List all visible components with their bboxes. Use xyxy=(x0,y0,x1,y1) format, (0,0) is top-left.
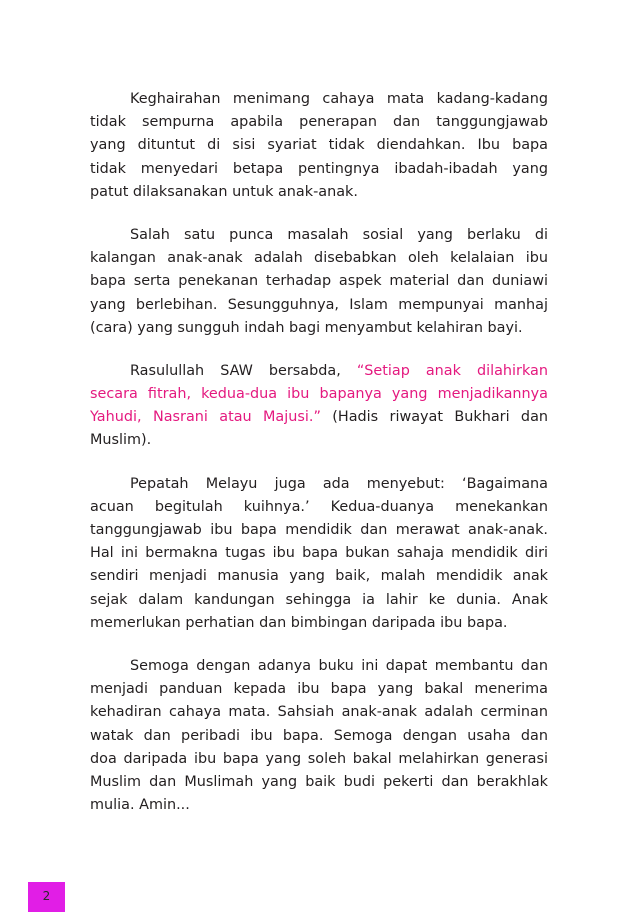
text-line: patut dilaksanakan untuk anak-anak. xyxy=(90,183,358,200)
hadith-quote: secara fitrah, kedua-dua ibu bapanya yang menjadikannya xyxy=(90,386,548,403)
text-line: yang dituntut di sisi syariat tidak diendahkan. Ibu bapa xyxy=(90,137,548,154)
text-line: doa daripada ibu bapa yang soleh bakal melahirkan generasi xyxy=(90,750,548,767)
body-text-block xyxy=(90,88,548,837)
text-line xyxy=(90,360,548,383)
text-line: Pepatah Melayu juga ada menyebut: ‘Bagaimana xyxy=(130,475,548,492)
text-line: Hal ini bermakna tugas ibu bapa bukan sahaja mendidik diri xyxy=(90,545,548,562)
paragraph-2 xyxy=(90,224,548,340)
text-line xyxy=(90,406,548,429)
text-line: memerlukan perhatian dan bimbingan daripada ibu bapa. xyxy=(90,614,508,631)
text-line: menjadi panduan kepada ibu bapa yang bakal menerima xyxy=(90,681,548,698)
text-line: sejak dalam kandungan sehingga ia lahir ke dunia. Anak xyxy=(90,591,548,608)
hadith-quote: “Setiap anak dilahirkan xyxy=(356,362,548,379)
paragraph-1 xyxy=(90,88,548,204)
text-line: mulia. Amin... xyxy=(90,797,190,814)
paragraph-4 xyxy=(90,473,548,635)
text-line: sendiri menjadi manusia yang baik, malah mendidik anak xyxy=(90,568,548,585)
text-line: watak dan peribadi ibu bapa. Semoga dengan usaha dan xyxy=(90,727,548,744)
text-line: bapa serta penekanan terhadap aspek material dan duniawi xyxy=(90,273,548,290)
hadith-quote: Yahudi, Nasrani atau Majusi.” xyxy=(90,409,321,426)
text-line: tidak menyedari betapa pentingnya ibadah-ibadah yang xyxy=(90,160,548,177)
paragraph-5 xyxy=(90,655,548,817)
text-line: tidak sempurna apabila penerapan dan tanggungjawab xyxy=(90,114,548,131)
text-line: tanggungjawab ibu bapa mendidik dan merawat anak-anak. xyxy=(90,522,548,538)
page-number: 2 xyxy=(42,889,51,903)
hadith-source: Muslim). xyxy=(90,432,152,449)
text-line: (cara) yang sungguh indah bagi menyambut kelahiran bayi. xyxy=(90,319,523,336)
body-text: Rasulullah SAW bersabda, xyxy=(130,362,341,379)
text-line xyxy=(90,429,548,452)
text-line: yang berlebihan. Sesungguhnya, Islam mempunyai manhaj xyxy=(90,296,548,313)
text-line: Keghairahan menimang cahaya mata kadang-kadang xyxy=(130,91,548,107)
text-line: acuan begitulah kuihnya.’ Kedua-duanya menekankan xyxy=(90,498,548,515)
text-line: Muslim dan Muslimah yang baik budi pekerti dan berakhlak xyxy=(90,773,548,790)
paragraph-3-hadith xyxy=(90,360,548,453)
hadith-source: (Hadis riwayat Bukhari dan xyxy=(332,409,549,426)
text-line: Salah satu punca masalah sosial yang berlaku di xyxy=(130,226,548,243)
text-line: Semoga dengan adanya buku ini dapat membantu dan xyxy=(130,657,548,674)
page-number-tab xyxy=(28,882,65,912)
text-line xyxy=(90,383,548,406)
text-line: kalangan anak-anak adalah disebabkan oleh kelalaian ibu xyxy=(90,250,548,267)
text-line: kehadiran cahaya mata. Sahsiah anak-anak adalah cerminan xyxy=(90,704,548,721)
